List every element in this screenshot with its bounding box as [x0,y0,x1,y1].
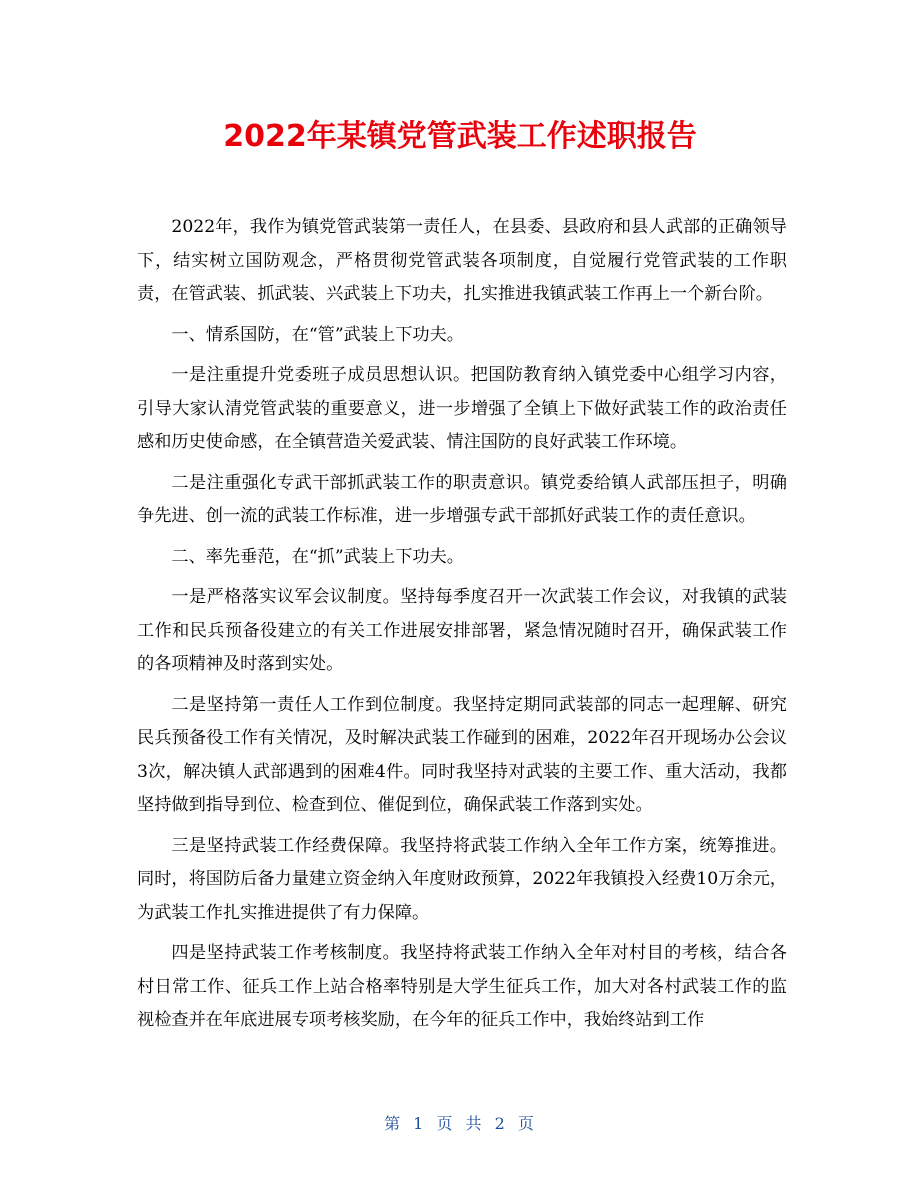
page-number-footer: 第 1 页 共 2 页 [384,1114,536,1133]
document-title: 2022年某镇党管武装工作述职报告 [223,119,697,154]
paragraph: 四是坚持武装工作考核制度。我坚持将武装工作纳入全年对村目的考核，结合各村日常工作、征兵工作上站合格率特别是大学生征兵工作，加大对各村武装工作的监视检查并在年底进展专项考核奖励，在今年的征兵工作中，我始终站到工作 [137,943,787,1030]
section-heading-2: 二、率先垂范，在“抓”武装上下功夫。 [171,546,464,567]
paragraph-intro: 2022年，我作为镇党管武装第一责任人，在县委、县政府和县人武部的正确领导下，结实树立国防观念，严格贯彻党管武装各项制度，自觉履行党管武装的工作职责，在管武装、抓武装、兴武装上下功夫，扎实推进我镇武装工作再上一个新台阶。 [137,217,787,304]
paragraph: 三是坚持武装工作经费保障。我坚持将武装工作纳入全年工作方案，统筹推进。同时，将国防后备力量建立资金纳入年度财政预算，2022年我镇投入经费10万余元，为武装工作扎实推进提供了有力保障。 [137,835,787,923]
document-body [137,211,787,1045]
section-heading-1: 一、情系国防，在“管”武装上下功夫。 [171,324,464,345]
paragraph: 一是严格落实议军会议制度。坚持每季度召开一次武装工作会议，对我镇的武装工作和民兵预备役建立的有关工作进展安排部署，紧急情况随时召开，确保武装工作的各项精神及时落到实处。 [137,587,787,674]
paragraph: 二是坚持第一责任人工作到位制度。我坚持定期同武装部的同志一起理解、研究民兵预备役工作有关情况，及时解决武装工作碰到的困难，2022年召开现场办公会议3次，解决镇人武部遇到的困难4件。同时我坚持对武装的主要工作、重大活动，我都坚持做到指导到位、检查到位、催促到位，确保武装工作落到实处。 [137,694,787,815]
paragraph: 一是注重提升党委班子成员思想认识。把国防教育纳入镇党委中心组学习内容，引导大家认清党管武装的重要意义，进一步增强了全镇上下做好武装工作的政治责任感和历史使命感，在全镇营造关爱武装、情注国防的良好武装工作环境。 [137,365,787,452]
paragraph: 二是注重强化专武干部抓武装工作的职责意识。镇党委给镇人武部压担子，明确争先进、创一流的武装工作标准，进一步增强专武干部抓好武装工作的责任意识。 [137,472,787,526]
